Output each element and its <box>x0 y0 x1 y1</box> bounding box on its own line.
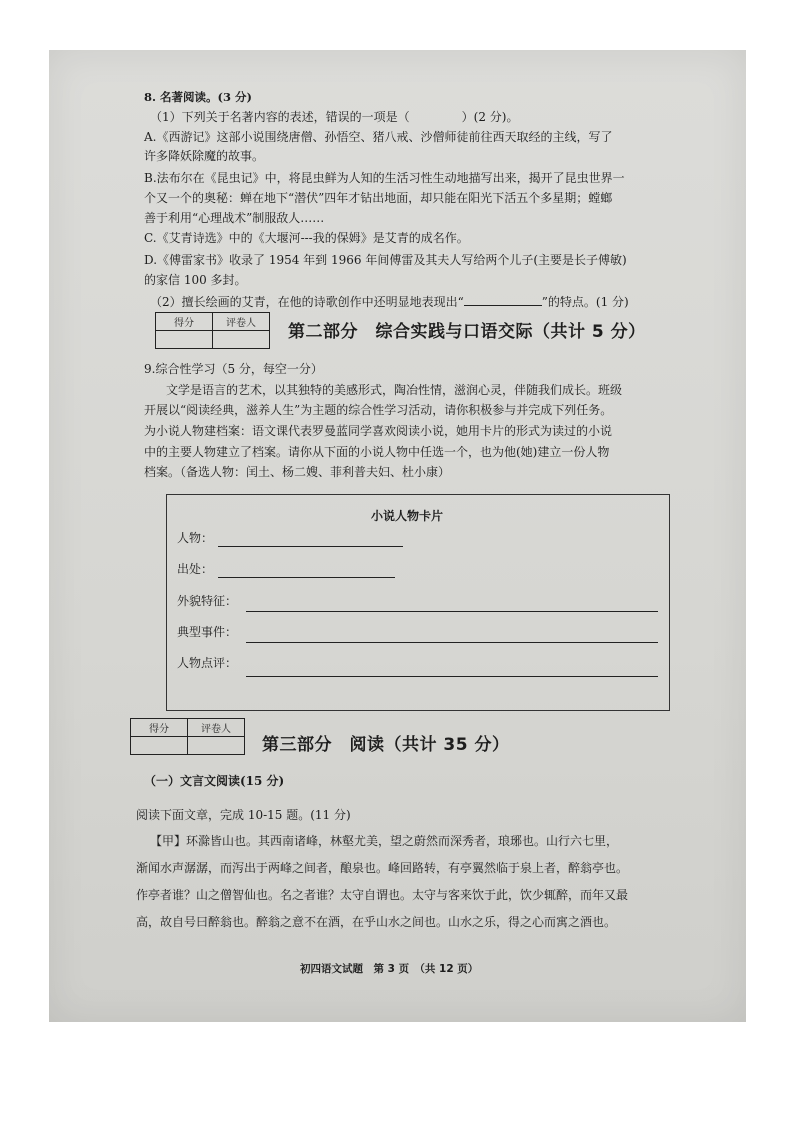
card-field-comment-input[interactable] <box>246 676 658 677</box>
card-field-source-label: 出处： <box>177 562 214 576</box>
q8-sub1-text: （1）下列关于名著内容的表述，错误的一项是（ <box>150 110 410 124</box>
passage-line2: 渐闻水声潺潺，而泻出于两峰之间者，酿泉也。峰回路转，有亭翼然临于泉上者，醉翁亭也。 <box>136 861 629 875</box>
q8-option-c: C.《艾青诗选》中的《大堰河---我的保姆》是艾青的成名作。 <box>144 231 469 245</box>
card-field-appearance-input[interactable] <box>246 611 658 612</box>
passage-line3: 作亭者谁？山之僧智仙也。名之者谁？太守自谓也。太守与客来饮于此，饮少辄醉，而年又最 <box>136 888 629 902</box>
grader-label: 评卷人 <box>213 313 270 331</box>
part3-title: 第三部分 阅读（共计 35 分） <box>262 735 510 755</box>
card-field-appearance-label: 外貌特征： <box>177 594 238 608</box>
card-field-character-label: 人物： <box>177 531 214 545</box>
section-classical-chinese: （一）文言文阅读(15 分) <box>144 774 285 788</box>
card-field-event-input[interactable] <box>246 642 658 643</box>
card-field-event-label: 典型事件： <box>177 625 238 639</box>
q9-paragraph-line2: 开展以“阅读经典，滋养人生”为主题的综合性学习活动，请你积极参与并完成下列任务。 <box>144 403 613 417</box>
score-label: 得分 <box>131 719 188 737</box>
q8-sub2-answer-blank[interactable] <box>464 295 542 306</box>
q9-title: 9.综合性学习（5 分，每空一分） <box>144 362 323 376</box>
q8-title: 8. 名著阅读。(3 分) <box>144 90 252 104</box>
q8-option-b-line3: 善于利用“心理战术”制服敌人…… <box>144 211 325 225</box>
q9-paragraph-line5: 档案。（备选人物：闰土、杨二嫂、菲利普夫妇、杜小康） <box>144 465 451 479</box>
grader-label: 评卷人 <box>188 719 245 737</box>
card-title: 小说人物卡片 <box>371 509 444 523</box>
q8-option-a-line2: 许多降妖除魔的故事。 <box>144 149 265 163</box>
part3-score-box <box>130 718 245 755</box>
reading-instructions: 阅读下面文章，完成 10-15 题。(11 分) <box>136 808 351 822</box>
q8-option-d-line1: D.《傅雷家书》收录了 1954 年到 1966 年间傅雷及其夫人写给两个儿子(主要是长子傅敏) <box>144 253 627 267</box>
character-card <box>166 494 670 711</box>
grader-cell[interactable] <box>213 331 270 349</box>
q8-sub2-text: （2）擅长绘画的艾青，在他的诗歌创作中还明显地表现出“ <box>150 295 464 309</box>
page-footer: 初四语文试题 第 3 页 （共 12 页） <box>300 963 479 975</box>
q8-sub1-score: ）(2 分)。 <box>461 110 519 124</box>
grader-cell[interactable] <box>188 737 245 755</box>
q8-sub2-score: ”的特点。(1 分) <box>541 295 629 309</box>
score-label: 得分 <box>156 313 213 331</box>
score-cell[interactable] <box>156 331 213 349</box>
q9-paragraph-line4: 中的主要人物建立了档案。请你从下面的小说人物中任选一个，也为他(她)建立一份人物 <box>144 445 610 459</box>
q8-sub1 <box>150 111 518 123</box>
q8-sub2 <box>150 295 629 308</box>
q8-option-a-line1: A.《西游记》这部小说围绕唐僧、孙悟空、猪八戒、沙僧师徒前往西天取经的主线，写了 <box>144 130 613 144</box>
passage-line1: 【甲】环滁皆山也。其西南诸峰，林壑尤美，望之蔚然而深秀者，琅琊也。山行六七里， <box>150 834 619 848</box>
card-field-character-input[interactable] <box>218 546 403 547</box>
part2-score-box <box>155 312 270 349</box>
passage-line4: 高，故自号曰醉翁也。醉翁之意不在酒，在乎山水之间也。山水之乐，得之心而寓之酒也。 <box>136 915 617 929</box>
q9-paragraph-line3: 为小说人物建档案：语文课代表罗曼蓝同学喜欢阅读小说，她用卡片的形式为读过的小说 <box>144 424 613 438</box>
card-field-comment-label: 人物点评： <box>177 656 238 670</box>
q8-option-d-line2: 的家信 100 多封。 <box>144 273 247 287</box>
card-field-source-input[interactable] <box>218 577 395 578</box>
q8-option-b-line1: B.法布尔在《昆虫记》中，将昆虫鲜为人知的生活习性生动地描写出来，揭开了昆虫世界一 <box>144 171 625 185</box>
score-cell[interactable] <box>131 737 188 755</box>
q8-option-b-line2: 个又一个的奥秘：蝉在地下“潜伏”四年才钻出地面，却只能在阳光下活五个多星期；螳螂 <box>144 191 613 205</box>
part2-title: 第二部分 综合实践与口语交际（共计 5 分） <box>288 322 646 342</box>
q9-paragraph-line1: 文学是语言的艺术，以其独特的美感形式，陶冶性情，滋润心灵，伴随我们成长。班级 <box>166 383 623 397</box>
